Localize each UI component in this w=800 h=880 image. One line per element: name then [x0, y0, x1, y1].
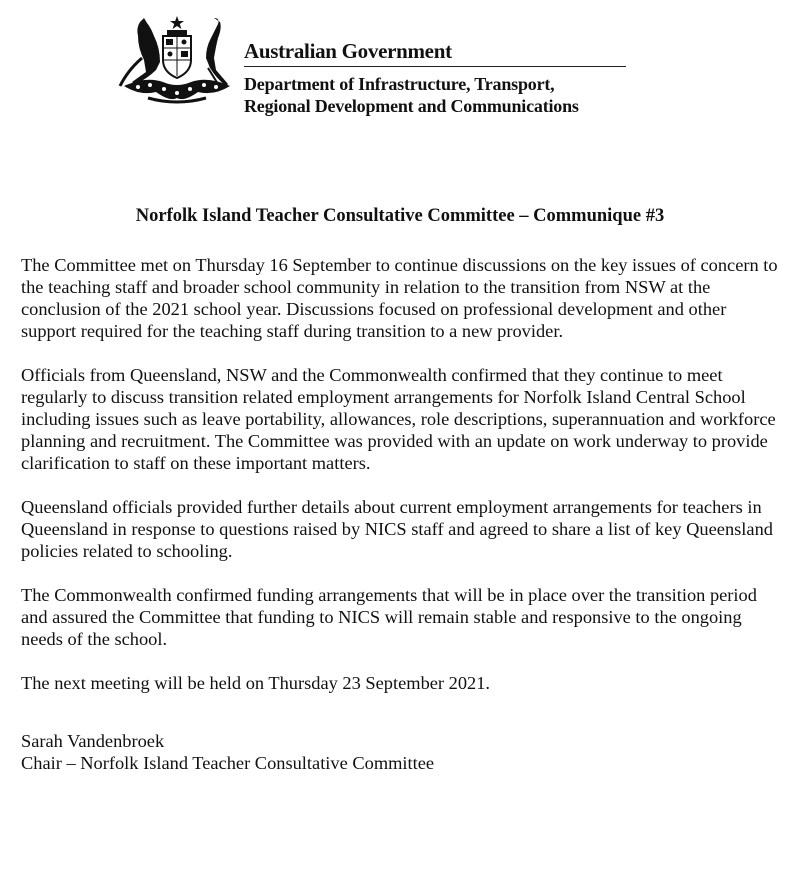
header-divider: [244, 66, 626, 67]
department-name-line-1: Department of Infrastructure, Transport,: [244, 74, 555, 94]
signatory-name: Sarah Vandenbroek: [21, 731, 165, 751]
paragraph-queensland-details: Queensland officials provided further details about current employment arrangements for teachers in Queensland in response to questions raised by NICS staff and agreed to share a list of key Queensland policies related to schooling.: [21, 497, 773, 561]
document-title: Norfolk Island Teacher Consultative Committee – Communique #3: [135, 206, 665, 226]
document-body: [21, 254, 786, 774]
agency-name-block: [244, 38, 626, 117]
signatory-role: Chair – Norfolk Island Teacher Consultative Committee: [21, 753, 435, 773]
government-name: Australian Government: [244, 39, 452, 63]
paragraph-employment-arrangements: Officials from Queensland, NSW and the Commonwealth confirmed that they continue to meet regularly to discuss transition related employment arrangements for Norfolk Island Central School including issues such as leave portability, allowances, role descriptions, superannuation and workforce planning and recruitment. The Committee was provided with an update on work underway to provide clarification to staff on these important matters.: [21, 365, 776, 473]
department-name-line-2: Regional Development and Communications: [244, 96, 579, 116]
paragraph-funding: The Commonwealth confirmed funding arrangements that will be in place over the transition period and assured the Committee that funding to NICS will remain stable and responsive to the ongoing needs of the school.: [21, 585, 757, 649]
paragraph-next-meeting: The next meeting will be held on Thursday 23 September 2021.: [21, 673, 491, 693]
coat-of-arms-icon: [118, 14, 236, 106]
letterhead: [118, 14, 638, 124]
paragraph-meeting-summary: The Committee met on Thursday 16 September to continue discussions on the key issues of concern to the teaching staff and broader school community in relation to the transition from NSW at the conclusion of the 2021 school year. Discussions focused on professional development and other support required for the teaching staff during transition to a new provider.: [21, 255, 778, 341]
